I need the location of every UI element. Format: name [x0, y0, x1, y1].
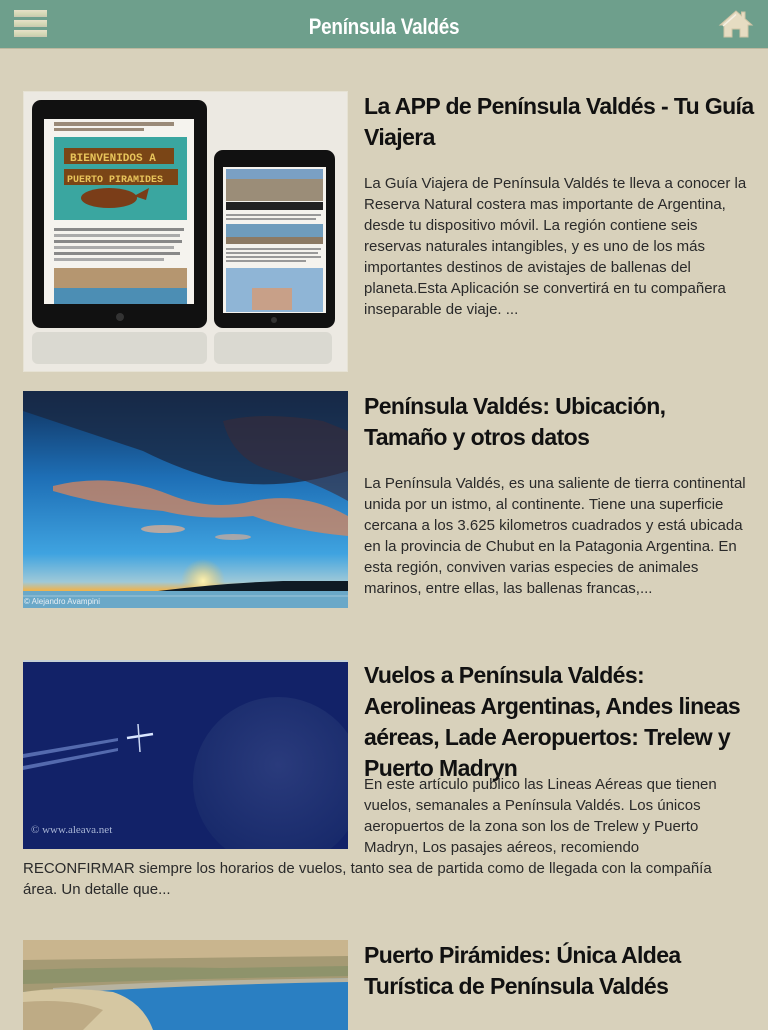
image-credit: © Alejandro Avampini — [24, 597, 101, 606]
article-thumbnail[interactable] — [23, 660, 348, 849]
hamburger-menu-icon-bar — [14, 20, 47, 27]
tablets-image — [24, 92, 348, 372]
article-excerpt: La Guía Viajera de Península Valdés te lleva a conocer la Reserva Natural costera mas importante de Argentina, desde tu dispositivo móvil. La región contiene seis reservas naturales intangibles, y es uno de los más importantes destinos de avistajes de ballenas del planeta.Esta Aplicación se convertirá en tu compañera inseparable de viaje. ... — [364, 175, 747, 318]
top-navigation-bar — [0, 0, 768, 49]
hamburger-menu-icon-bar — [14, 30, 47, 37]
article-card[interactable] — [23, 660, 748, 905]
article-thumbnail[interactable] — [23, 940, 348, 1030]
home-button[interactable] — [718, 8, 754, 40]
hamburger-menu-icon — [14, 10, 47, 17]
sunset-image — [23, 391, 348, 608]
svg-text:BIENVENIDOS A: BIENVENIDOS A — [70, 153, 156, 165]
article-card[interactable] — [23, 91, 754, 376]
article-thumbnail[interactable] — [23, 91, 348, 372]
article-title[interactable]: Vuelos a Península Valdés: Aerolineas Argentinas, Andes lineas aéreas, Lade Aeropuertos: Trelew y Puerto Madryn — [364, 662, 741, 781]
svg-text:PUERTO PIRAMIDES: PUERTO PIRAMIDES — [67, 175, 164, 186]
image-credit: © www.aleava.net — [31, 824, 113, 836]
article-title[interactable]: Península Valdés: Ubicación, Tamaño y otros datos — [364, 393, 666, 450]
article-title[interactable]: La APP de Península Valdés - Tu Guía Viajera — [364, 93, 754, 150]
article-thumbnail[interactable] — [23, 391, 348, 608]
article-excerpt: En este artículo publico las Lineas Aéreas que tienen vuelos, semanales a Península Valdés. Los únicos aeropuertos de la zona son los de Trelew y Puerto Madryn, Los pasajes aéreos, recomiendo — [364, 776, 717, 856]
airplane-moon-image — [23, 662, 348, 849]
home-icon — [718, 8, 754, 40]
article-title[interactable]: Puerto Pirámides: Única Aldea Turística de Península Valdés — [364, 942, 681, 999]
article-excerpt: La Península Valdés, es una saliente de tierra continental unida por un istmo, al continente. Tiene una superficie cercana a los 3.625 kilometros cuadrados y está ubicada en la provincia de Chubut en la Patagonia Argentina. En esta región, conviven varias especies de animales marinos, entre ellas, las ballenas francas,... — [364, 475, 746, 597]
menu-button[interactable] — [14, 9, 48, 37]
article-excerpt-continued: RECONFIRMAR siempre los horarios de vuelos, tanto sea de partida como de llegada con la compañía área. Un detalle que... — [23, 860, 712, 898]
article-card[interactable] — [23, 940, 748, 1024]
article-card[interactable] — [23, 391, 748, 611]
coast-image — [23, 940, 348, 1030]
page-title: Península Valdés — [308, 14, 460, 39]
